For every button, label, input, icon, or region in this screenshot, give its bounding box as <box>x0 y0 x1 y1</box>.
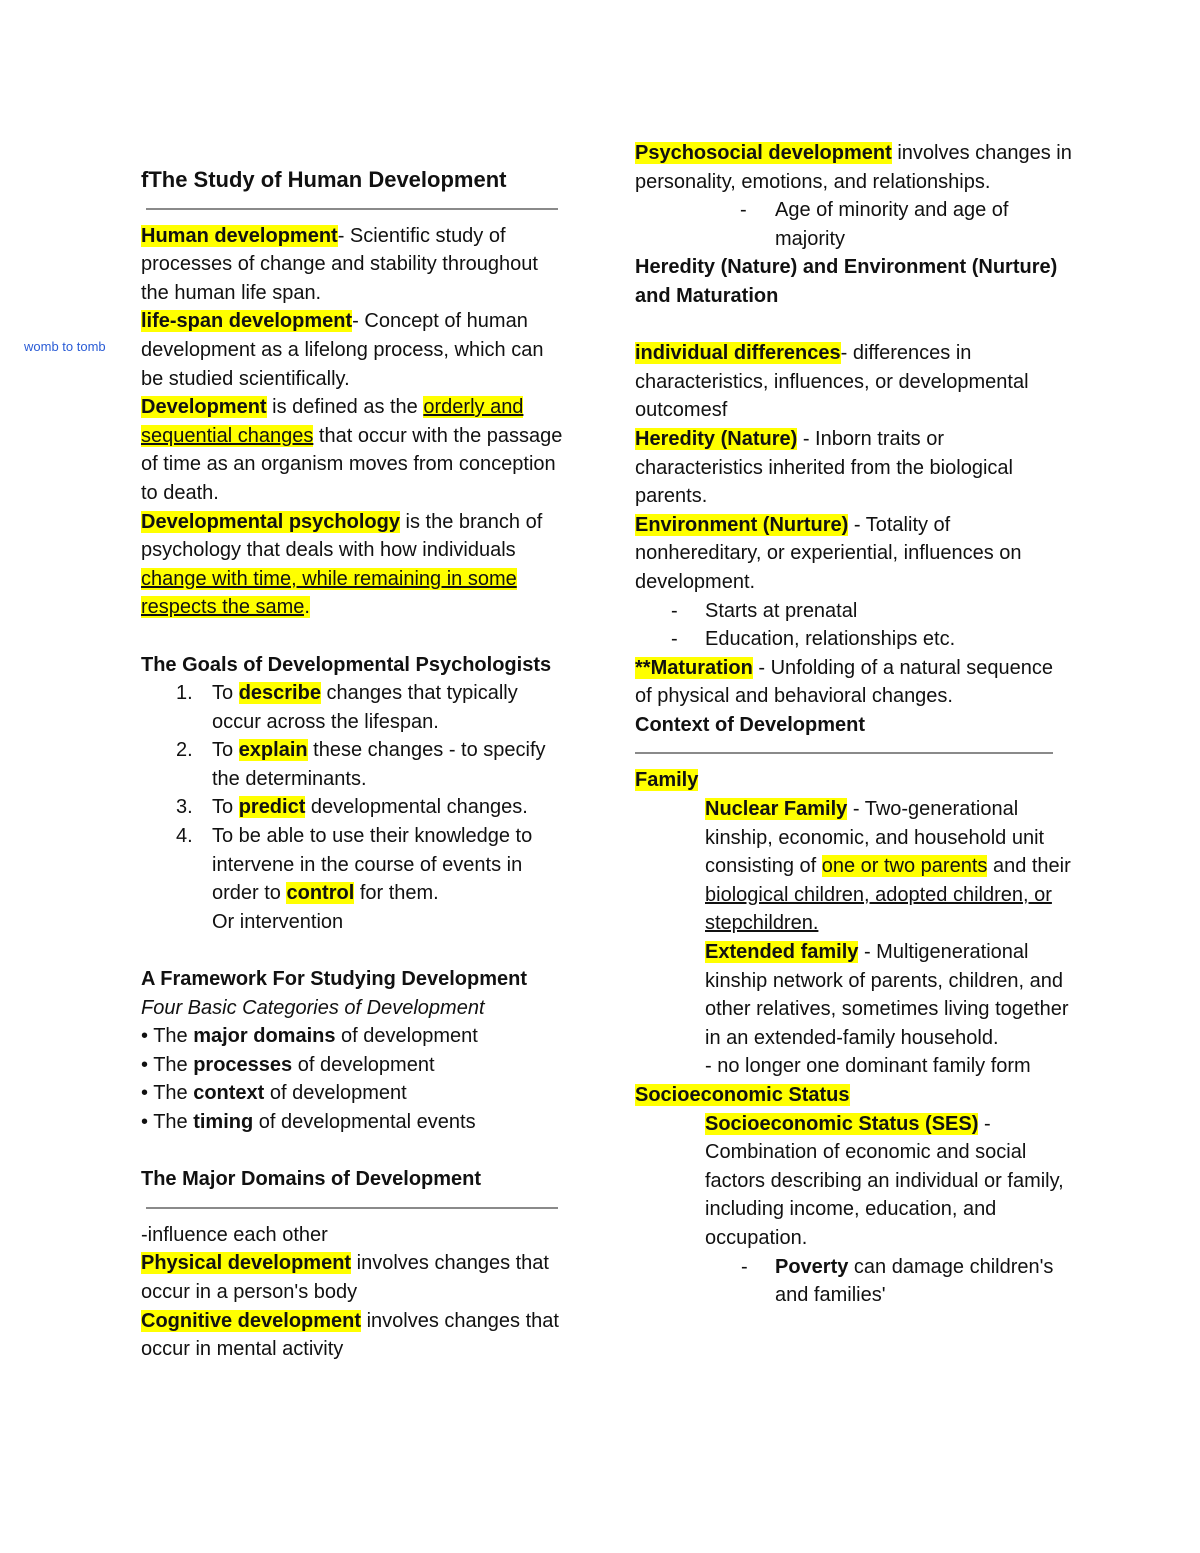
framework-subheading: Four Basic Categories of Development <box>141 996 485 1019</box>
heredity-heading: Heredity (Nature) and Environment (Nurture) and Maturation <box>635 256 1058 307</box>
domains-divider <box>146 1207 558 1209</box>
cognitive-development-entry: Cognitive development involves changes that occur in mental activity <box>141 1309 559 1361</box>
goals-list <box>141 679 566 936</box>
goals-extra-note: Or intervention <box>212 910 344 933</box>
left-column <box>141 166 566 1364</box>
nuclear-family-entry: Nuclear Family - Two-generational kinship, economic, and household unit consisting of one or two parents and their biological children, adopted children, or stepchildren. <box>705 798 1071 935</box>
heredity-entry: Heredity (Nature) - Inborn traits or characteristics inherited from the biological parents. <box>635 427 1013 508</box>
individual-differences-entry: individual differences- differences in characteristics, influences, or developmental outcomesf <box>635 342 1029 422</box>
list-item: - Starts at prenatal <box>671 599 858 622</box>
list-item: • The context of development <box>141 1082 407 1105</box>
list-item: 2. To explain these changes - to specify the determinants. <box>176 739 546 790</box>
list-item: - Poverty can damage children's and families' <box>741 1255 1054 1307</box>
extended-family-note: - no longer one dominant family form <box>705 1055 1031 1078</box>
margin-comment: womb to tomb <box>24 339 106 354</box>
human-development-entry: Human development- Scientific study of processes of change and stability throughout the human life span. <box>141 224 538 304</box>
list-item: • The major domains of development <box>141 1025 478 1048</box>
ses-heading: Socioeconomic Status <box>635 1084 850 1106</box>
extended-family-entry: Extended family - Multigenerational kinship network of parents, children, and other relatives, sometimes living together in an extended-family household. <box>705 941 1069 1049</box>
psychosocial-development-entry: Psychosocial development involves changes in personality, emotions, and relationships. <box>635 142 1072 193</box>
list-item: 3. To predict developmental changes. <box>176 796 528 819</box>
title-divider <box>146 208 558 210</box>
developmental-psychology-entry: Developmental psychology is the branch of psychology that deals with how individuals change with time, while remaining in some respects the same. <box>141 510 543 619</box>
list-item: - Age of minority and age of majority <box>740 199 1009 250</box>
development-entry: Development is defined as the orderly and sequential changes that occur with the passage of time as an organism moves from conception to death. <box>141 396 563 504</box>
framework-heading: A Framework For Studying Development <box>141 968 527 991</box>
context-divider <box>635 752 1053 754</box>
list-item: 1. To describe changes that typically occur across the lifespan. <box>176 682 518 733</box>
domains-heading: The Major Domains of Development <box>141 1168 482 1191</box>
lifespan-development-entry: life-span development- Concept of human development as a lifelong process, which can be studied scientifically. <box>141 310 544 390</box>
ses-entry: Socioeconomic Status (SES) - Combination of economic and social factors describing an individual or family, including income, education, and occupation. <box>705 1112 1064 1249</box>
list-item: • The timing of developmental events <box>141 1111 476 1133</box>
physical-development-entry: Physical development involves changes that occur in a person's body <box>141 1252 549 1303</box>
list-item: - Education, relationships etc. <box>671 628 956 651</box>
list-item: • The processes of development <box>141 1053 435 1076</box>
environment-entry: Environment (Nurture) - Totality of nonhereditary, or experiential, influences on development. <box>635 513 1022 593</box>
context-heading: Context of Development <box>635 713 866 736</box>
page-title: fThe Study of Human Development <box>141 167 507 192</box>
maturation-entry: **Maturation - Unfolding of a natural sequence of physical and behavioral changes. <box>635 656 1053 708</box>
list-item: 4. To be able to use their knowledge to intervene in the course of events in order to control for them. <box>176 825 533 905</box>
right-column <box>635 139 1075 1310</box>
domains-note: -influence each other <box>141 1223 328 1246</box>
goals-heading: The Goals of Developmental Psychologists <box>141 653 552 676</box>
family-heading: Family <box>635 769 699 792</box>
